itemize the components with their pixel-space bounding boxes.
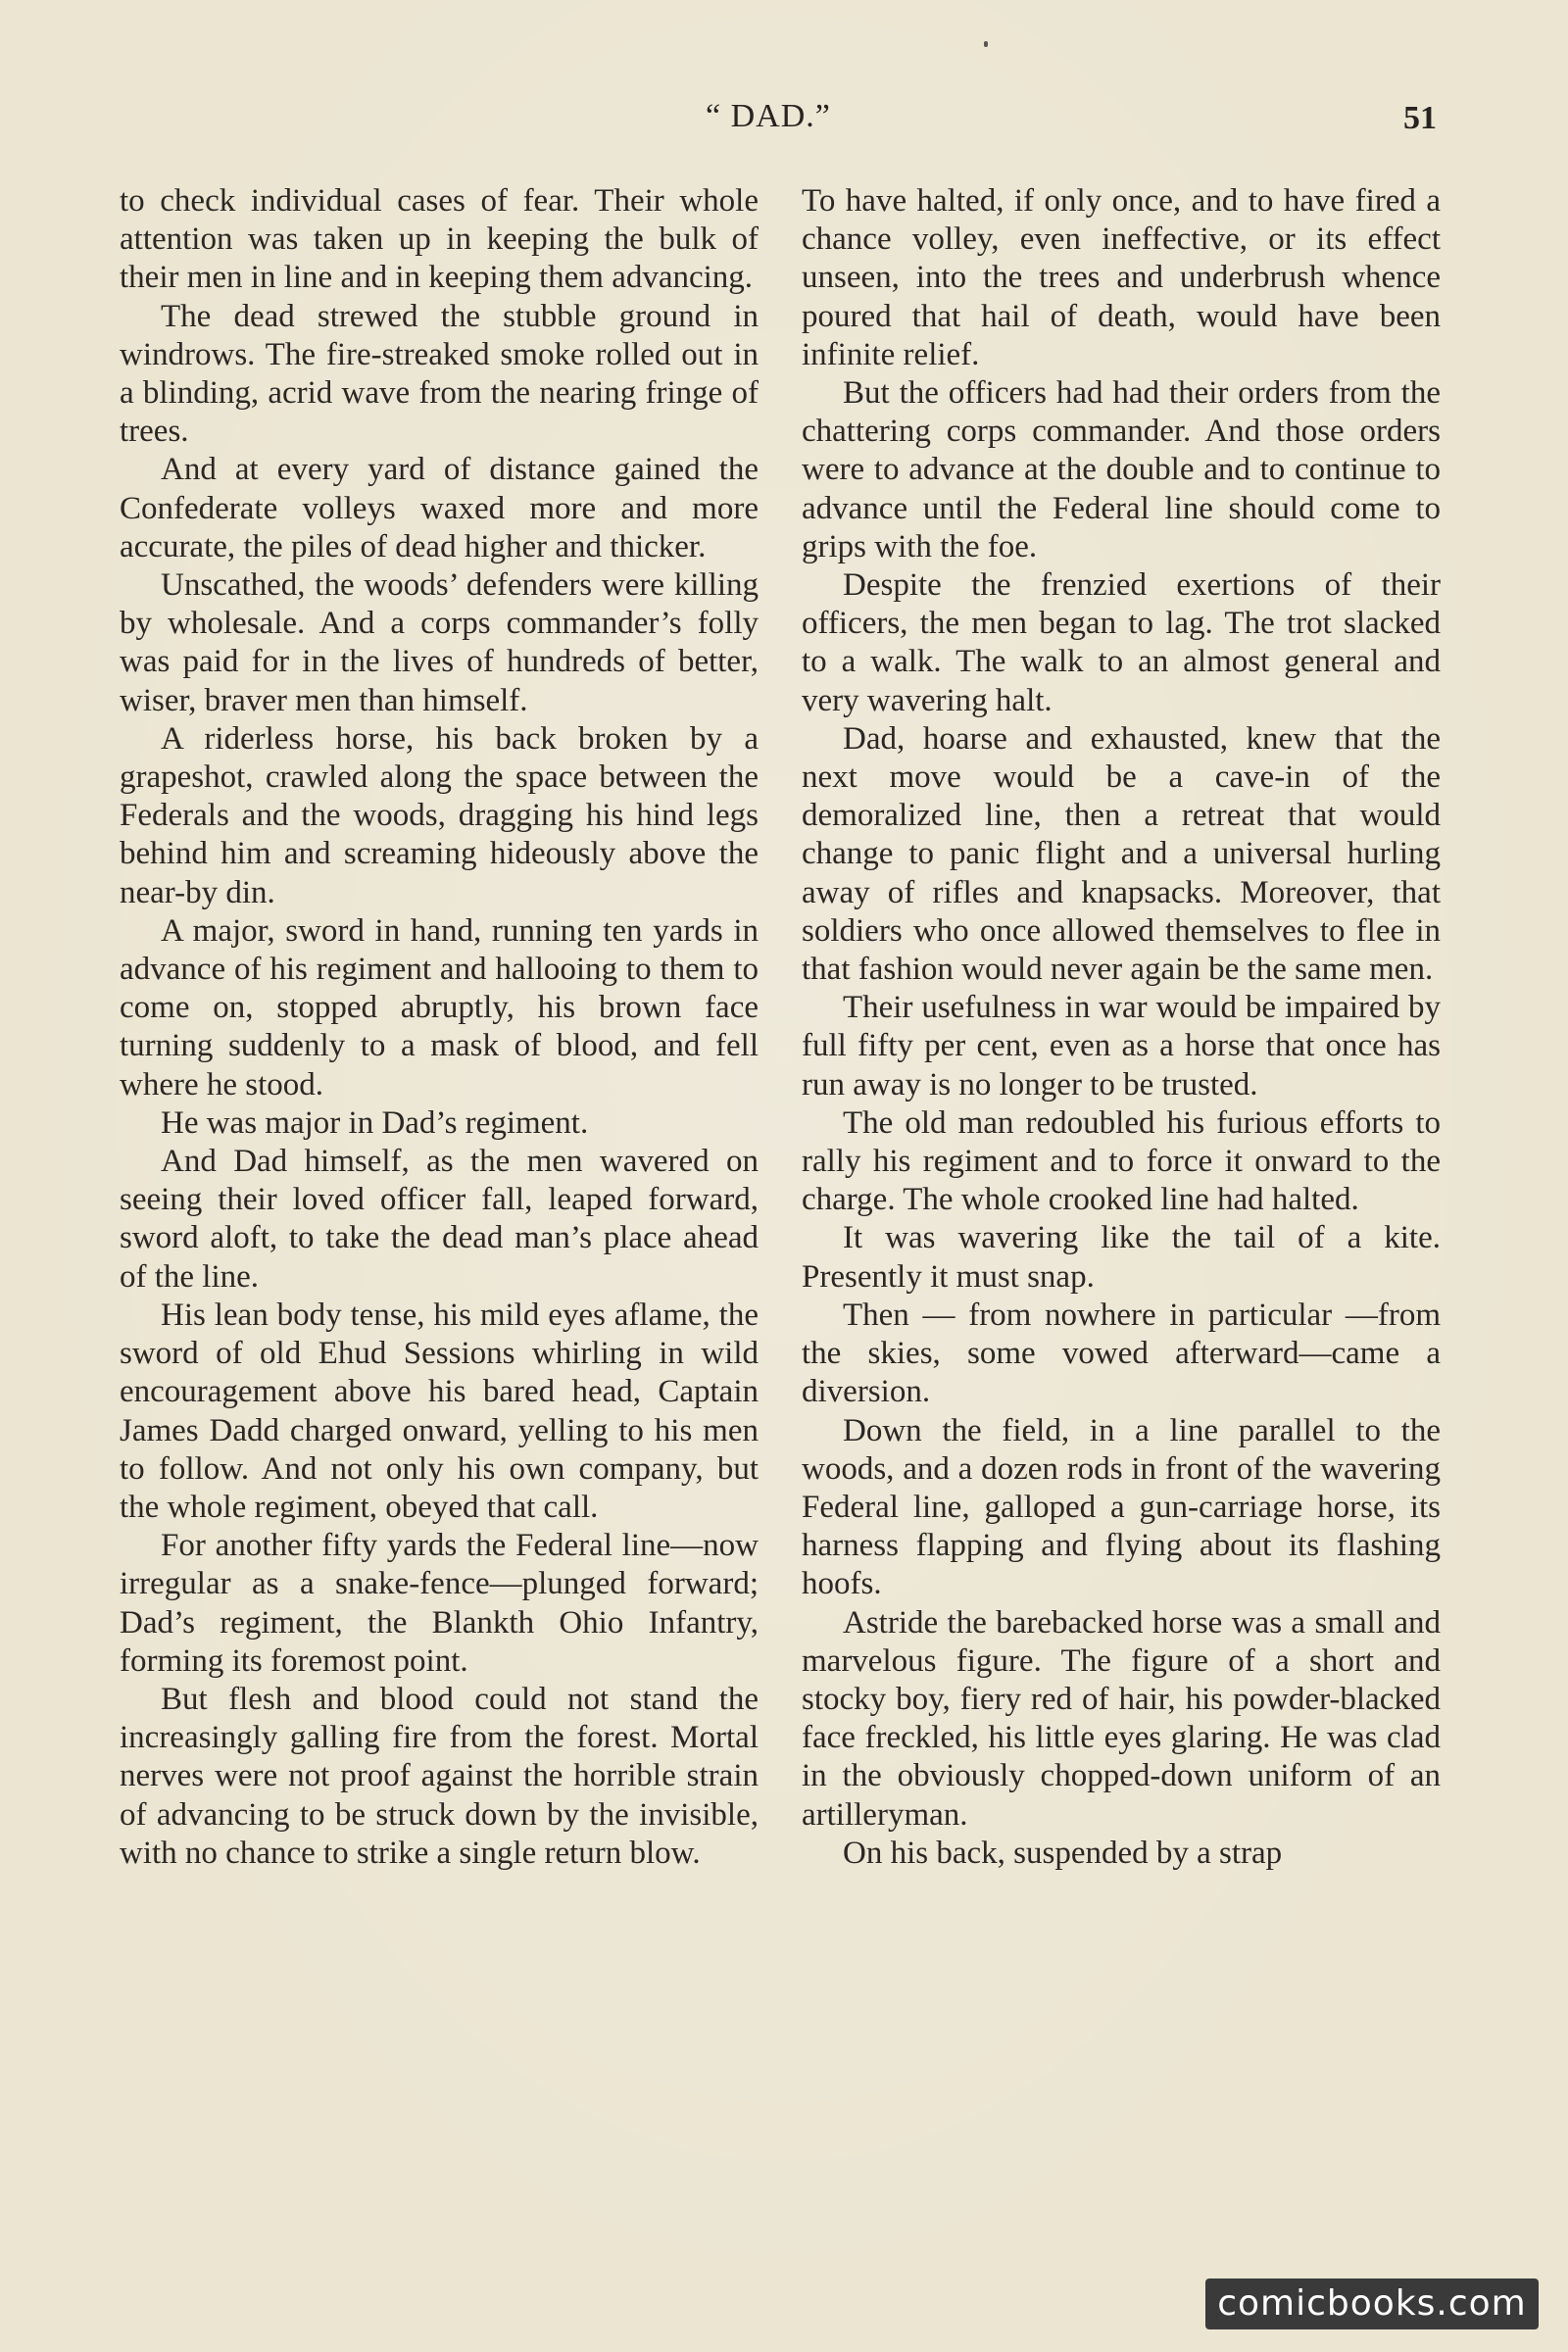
paragraph: It was wavering like the tail of a kite. Presently it must snap. [802, 1220, 1441, 1295]
paragraph: And at every yard of distance gained the Confederate volleys waxed more and more accurate, the piles of dead higher and thicker. [120, 452, 759, 564]
paragraph: But flesh and blood could not stand the increasingly galling fire from the forest. Mortal nerves were not proof against the horrible strain of advancing to be struck down by the invisible, with no chance to strike a single return blow. [120, 1681, 759, 1871]
paragraph: On his back, suspended by a strap [843, 1835, 1283, 1871]
paragraph: And Dad himself, as the men wavered on seeing their loved officer fall, leaped forward, sword aloft, to take the dead man’s place ahead of the line. [120, 1144, 759, 1295]
paragraph: His lean body tense, his mild eyes aflame, the sword of old Ehud Sessions whirling in wild encouragement above his bared head, Captain James Dadd charged onward, yelling to his men to follow. And not only his own company, but the whole regiment, obeyed that call. [120, 1297, 759, 1525]
running-head [0, 98, 1568, 147]
paragraph: A major, sword in hand, running ten yards in advance of his regiment and hallooing to them to come on, stopped abruptly, his brown face turning suddenly to a mask of blood, and fell where he stood. [120, 912, 759, 1102]
paragraph: But the officers had had their orders from the chattering corps commander. And those orders were to advance at the double and to continue to advance until the Federal line should come to grips with the foe. [802, 375, 1441, 564]
paragraph: For another fifty yards the Federal line—now irregular as a snake-fence—plunged forward; Dad’s regiment, the Blankth Ohio Infantry, forming its foremost point. [120, 1528, 759, 1679]
site-watermark: comicbooks.com [1205, 2278, 1539, 2329]
paragraph: Their usefulness in war would be impaired by full fifty per cent, even as a horse that once has run away is no longer to be trusted. [802, 990, 1441, 1102]
paragraph: Dad, hoarse and exhausted, knew that the next move would be a cave-in of the demoralized line, then a retreat that would change to panic flight and a universal hurling away of rifles and knapsacks. Moreover, that soldiers who once allowed themselves to flee in that fashion would never again be the same men. [802, 720, 1441, 988]
paragraph: Unscathed, the woods’ defenders were killing by wholesale. And a corps commander’s folly was paid for in the lives of hundreds of better, wiser, braver men than himself. [120, 567, 759, 718]
running-title: “ DAD.” [706, 98, 831, 134]
page-number: 51 [1403, 100, 1437, 136]
paragraph: Astride the barebacked horse was a small and marvelous figure. The figure of a short and stocky boy, fiery red of hair, his powder-blacked face freckled, his little eyes glaring. He was clad in the obviously chopped-down uniform of an artilleryman. [802, 1604, 1441, 1833]
paragraph: Despite the frenzied exertions of their officers, the men began to lag. The trot slacked to a walk. The walk to an almost general and very wavering halt. [802, 567, 1441, 718]
paragraph: The dead strewed the stubble ground in windrows. The fire-streaked smoke rolled out in a blinding, acrid wave from the nearing fringe of trees. [120, 298, 759, 450]
left-text-column [120, 182, 759, 2221]
right-text-column [802, 182, 1441, 2221]
paragraph: to check individual cases of fear. Their whole attention was taken up in keeping the bulk of their men in line and in keeping them advancing. [120, 183, 759, 296]
ink-speck [984, 41, 988, 47]
paragraph: Then — from nowhere in particular —from the skies, some vowed afterward—came a diversion. [802, 1297, 1441, 1410]
paragraph: To have halted, if only once, and to have fired a chance volley, even ineffective, or its effect unseen, into the trees and underbrush whence poured that hail of death, would have been infinite relief. [802, 183, 1441, 372]
paragraph: He was major in Dad’s regiment. [161, 1104, 589, 1141]
paragraph: The old man redoubled his furious efforts to rally his regiment and to force it onward to the charge. The whole crooked line had halted. [802, 1104, 1441, 1218]
paragraph: A riderless horse, his back broken by a grapeshot, crawled along the space between the Federals and the woods, dragging his hind legs behind him and screaming hideously above the near-by din. [120, 720, 759, 910]
paragraph: Down the field, in a line parallel to the woods, and a dozen rods in front of the wavering Federal line, galloped a gun-carriage horse, its harness flapping and flying about its flashing hoofs. [802, 1412, 1441, 1602]
